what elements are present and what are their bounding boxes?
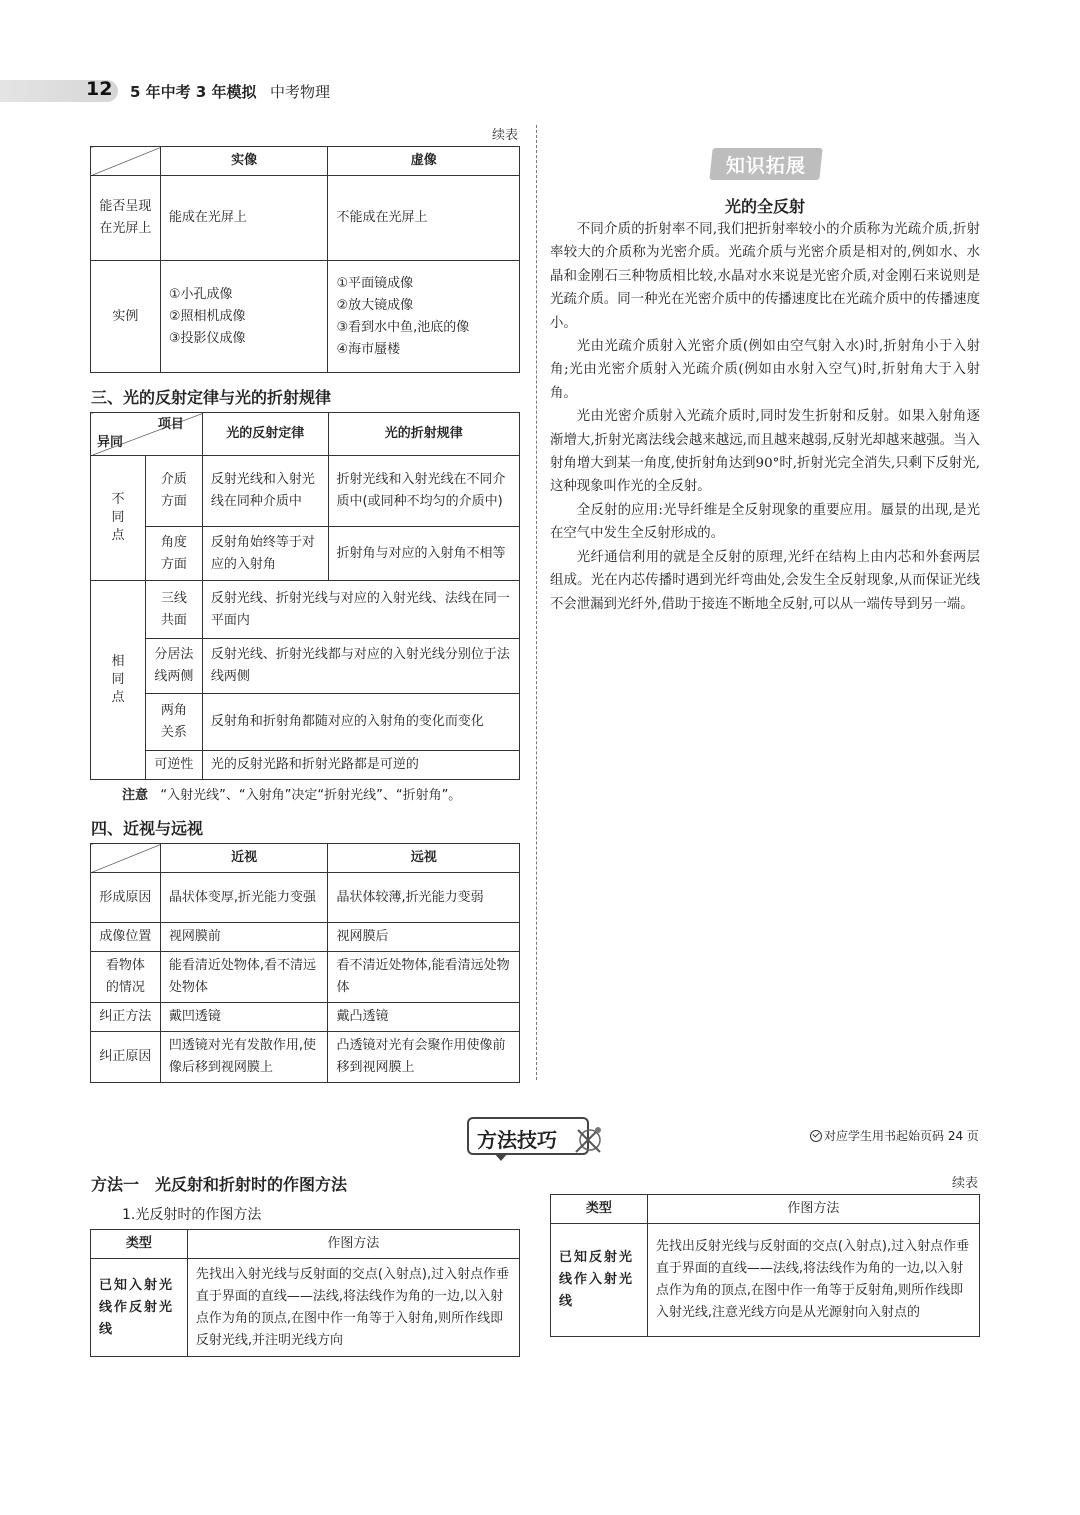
row-label: 两角关系 <box>145 694 202 751</box>
row-label: 看物体的情况 <box>91 952 161 1003</box>
book-title: 5 年中考 3 年模拟 <box>130 83 257 101</box>
continued-note: 续表 <box>952 1176 979 1191</box>
group-label: 不同点 <box>91 456 146 581</box>
col-header: 作图方法 <box>647 1195 979 1224</box>
list-item: ②放大镜成像 <box>336 297 414 313</box>
col-header: 虚像 <box>328 147 520 176</box>
corner-cell <box>91 147 161 176</box>
col-header: 光的折射规律 <box>328 413 519 456</box>
table-cell: 凸透镜对光有会聚作用使像前移到视网膜上 <box>328 1032 520 1083</box>
reference-text: 对应学生用书起始页码 24 页 <box>824 1129 979 1143</box>
subject: 中考物理 <box>270 83 331 101</box>
table-cell: 凹透镜对光有发散作用,使像后移到视网膜上 <box>160 1032 328 1083</box>
row-label: 三线共面 <box>145 581 202 639</box>
table-cell: 反射光线、折射光线与对应的入射光线、法线在同一平面内 <box>202 581 519 639</box>
column-divider <box>536 125 537 1080</box>
table-cell: 视网膜前 <box>160 923 328 952</box>
note-text: “入射光线”、“入射角”决定“折射光线”、“折射角”。 <box>160 788 462 803</box>
page-reference <box>810 1127 979 1144</box>
list-item: ①小孔成像 <box>168 286 233 302</box>
col-header: 类型 <box>91 1230 188 1259</box>
tools-icon <box>572 1122 604 1158</box>
row-label: 角度方面 <box>145 527 202 581</box>
row-label: 实例 <box>91 261 161 373</box>
note-label: 注意 <box>122 788 149 803</box>
group-label: 相同点 <box>91 581 146 780</box>
table-cell: 折射角与对应的入射角不相等 <box>328 527 519 581</box>
table-cell: 能看清近处物体,看不清远处物体 <box>160 952 328 1003</box>
table-cell <box>160 261 328 373</box>
section-title: 三、光的反射定律与光的折射规律 <box>91 388 332 407</box>
method-tips-badge <box>467 1117 589 1155</box>
note <box>122 784 461 803</box>
table-cell: 反射角和折射角都随对应的入射角的变化而变化 <box>202 694 519 751</box>
table-cell: 视网膜后 <box>328 923 520 952</box>
table-cell: 光的反射光路和折射光路都是可逆的 <box>202 751 519 780</box>
reflection-drawing-table <box>90 1229 520 1357</box>
row-label: 分居法线两侧 <box>145 639 202 694</box>
paragraph: 不同介质的折射率不同,我们把折射率较小的介质称为光疏介质,折射率较大的介质称为光密介质。光疏介质与光密介质是相对的,例如水、水晶和金刚石三种物质相比较,水晶对水来说是光密介质,对金刚石来说则是光疏介质。同一种光在光密介质中的传播速度比在光疏介质中的传播速度小。 <box>550 222 980 331</box>
table-cell: 晶状体变厚,折光能力变强 <box>160 873 328 923</box>
section-title: 四、近视与远视 <box>91 819 204 838</box>
knowledge-badge <box>709 148 822 180</box>
col-header: 近视 <box>160 844 328 873</box>
list-item: ②照相机成像 <box>168 308 246 324</box>
row-label: 可逆性 <box>145 751 202 780</box>
list-item: ③看到水中鱼,池底的像 <box>336 319 470 335</box>
table-cell: 折射光线和入射光线在不同介质中(或同种不均匀的介质中) <box>328 456 519 527</box>
paragraph: 光纤通信利用的就是全反射的原理,光纤在结构上由内芯和外套两层组成。光在内芯传播时遇到光纤弯曲处,会发生全反射现象,从而保证光线不会泄漏到光纤外,借助于接连不断地全反射,可以从一端传导到另一端。 <box>550 549 980 612</box>
table-cell: 看不清近处物体,能看清远处物体 <box>328 952 520 1003</box>
row-label: 纠正原因 <box>91 1032 161 1083</box>
list-item: ④海市蜃楼 <box>336 341 401 357</box>
paragraph: 光由光疏介质射入光密介质(例如由空气射入水)时,折射角小于入射角;光由光密介质射入光疏介质(例如由水射入空气)时,折射角大于入射角。 <box>550 339 980 401</box>
col-header: 光的反射定律 <box>202 413 328 456</box>
paragraph: 全反射的应用:光导纤维是全反射现象的重要应用。蜃景的出现,是光在空气中发生全反射形成的。 <box>550 502 980 542</box>
table-cell: 反射光线和入射光线在同种介质中 <box>202 456 328 527</box>
continued-note: 续表 <box>492 128 519 143</box>
paragraph: 光由光密介质射入光疏介质时,同时发生折射和反射。如果入射角逐渐增大,折射光离法线会越来越远,而且越来越弱,反射光却越来越强。当入射角增大到某一角度,使折射角达到90°时,折射光完全消失,只剩下反射光,这种现象叫作光的全反射。 <box>550 409 980 495</box>
table-cell: 戴凹透镜 <box>160 1003 328 1032</box>
list-item: ①平面镜成像 <box>336 275 414 291</box>
col-header: 作图方法 <box>187 1230 519 1259</box>
row-label: 能否呈现在光屏上 <box>91 176 161 261</box>
myopia-hyperopia-table <box>90 843 520 1083</box>
row-label: 已知入射光线作反射光线 <box>91 1259 188 1357</box>
method-title: 方法一 光反射和折射时的作图方法 <box>91 1175 348 1194</box>
table-cell: 先找出入射光线与反射面的交点(入射点),过入射点作垂直于界面的直线——法线,将法线作为角的一边,以入射点作为角的顶点,在图中作一角等于入射角,则所作线即反射光线,并注明光线方向 <box>187 1259 519 1357</box>
corner-top: 项目 <box>157 417 184 432</box>
row-label: 已知反射光线作入射光线 <box>551 1224 648 1337</box>
table-cell: 能成在光屏上 <box>160 176 328 261</box>
col-header: 远视 <box>328 844 520 873</box>
check-circle-icon <box>810 1130 822 1142</box>
method-subtitle: 1.光反射时的作图方法 <box>122 1207 262 1223</box>
table-cell: 反射角始终等于对应的入射角 <box>202 527 328 581</box>
table-cell <box>328 261 520 373</box>
badge-tail <box>494 1153 508 1161</box>
badge-label: 知识拓展 <box>725 155 806 177</box>
badge-label: 方法技巧 <box>477 1128 557 1152</box>
corner-bottom: 异同 <box>97 435 124 450</box>
corner-cell <box>91 413 203 456</box>
row-label: 纠正方法 <box>91 1003 161 1032</box>
reflection-refraction-table <box>90 412 520 780</box>
list-item: ③投影仪成像 <box>168 330 246 346</box>
row-label: 成像位置 <box>91 923 161 952</box>
row-label: 介质方面 <box>145 456 202 527</box>
col-header: 实像 <box>160 147 328 176</box>
knowledge-body <box>550 218 980 616</box>
table-cell: 反射光线、折射光线都与对应的入射光线分别位于法线两侧 <box>202 639 519 694</box>
table-cell: 先找出反射光线与反射面的交点(入射点),过入射点作垂直于界面的直线——法线,将法线作为角的一边,以入射点作为角的顶点,在图中作一角等于反射角,则所作线即入射光线,注意光线方向是从光源射向入射点的 <box>647 1224 979 1337</box>
knowledge-title: 光的全反射 <box>724 197 805 216</box>
page-number: 12 <box>86 78 113 100</box>
real-virtual-table <box>90 146 520 373</box>
refraction-drawing-table <box>550 1194 980 1337</box>
corner-cell <box>91 844 161 873</box>
col-header: 类型 <box>551 1195 648 1224</box>
table-cell: 不能成在光屏上 <box>328 176 520 261</box>
row-label: 形成原因 <box>91 873 161 923</box>
table-cell: 戴凸透镜 <box>328 1003 520 1032</box>
table-cell: 晶状体较薄,折光能力变弱 <box>328 873 520 923</box>
